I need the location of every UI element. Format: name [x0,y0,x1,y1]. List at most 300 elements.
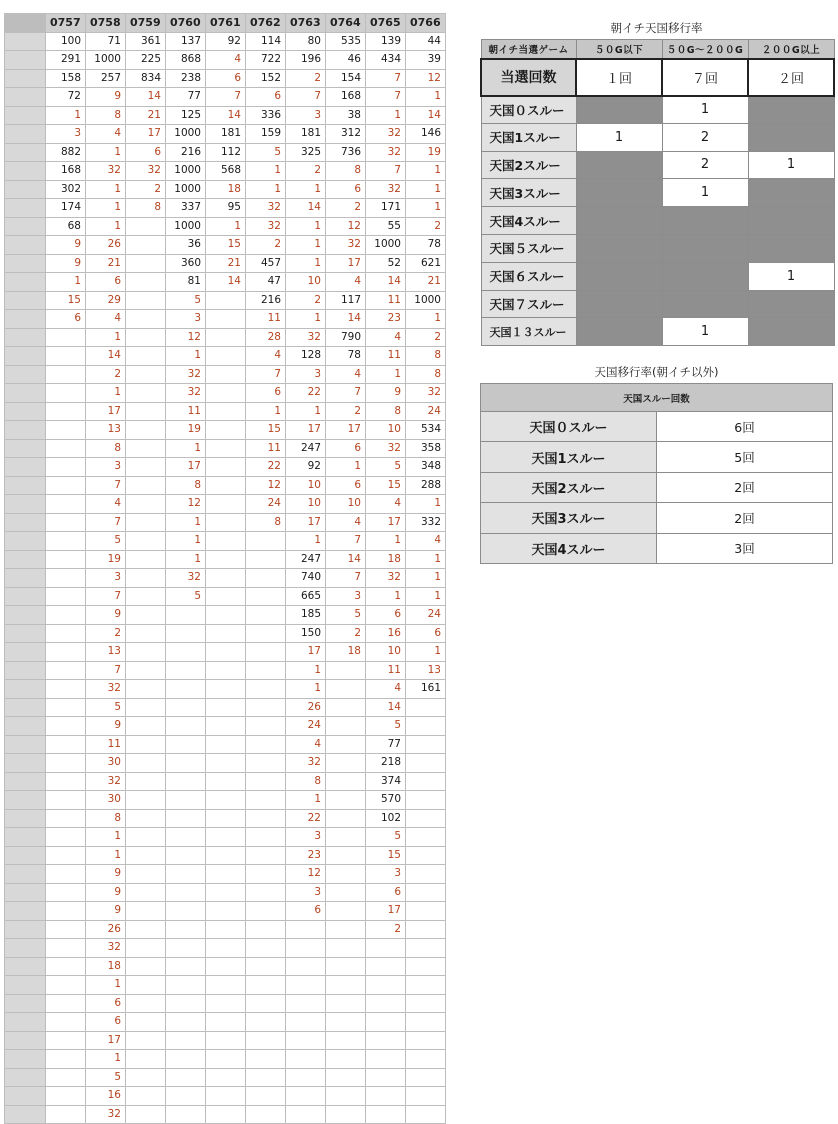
game-count-table [4,13,446,1124]
table-cell [46,1050,86,1069]
row-header [5,957,46,976]
table-cell [126,846,166,865]
table-cell: 1000 [366,236,406,255]
table-cell: 23 [366,310,406,329]
table-cell [246,828,286,847]
table-row [5,846,446,865]
table-cell: 7 [86,661,126,680]
table-cell [406,994,446,1013]
table-cell: 12 [406,69,446,88]
table-cell [46,347,86,366]
table-row [5,384,446,403]
table-cell: 5 [166,587,206,606]
table-cell [166,680,206,699]
table-cell [46,421,86,440]
table-cell: 32 [126,162,166,181]
table-cell: 11 [366,291,406,310]
table-cell [206,772,246,791]
table-cell: 1 [46,273,86,292]
table-cell [166,791,206,810]
table-row [5,809,446,828]
row-header [5,772,46,791]
row-header [5,550,46,569]
table-cell: 5 [366,717,406,736]
table-cell [206,661,246,680]
table-cell [126,495,166,514]
table-cell: 5 [86,1068,126,1087]
table-cell: 14 [286,199,326,218]
table-cell: 9 [86,865,126,884]
table-cell: 7 [326,532,366,551]
row-header [5,32,46,51]
row-header [5,920,46,939]
table-cell: 114 [246,32,286,51]
table-cell [206,754,246,773]
table-cell [406,717,446,736]
table-cell: 360 [166,254,206,273]
table-cell: 1 [166,347,206,366]
table-cell: 1000 [166,217,206,236]
table-cell: 68 [46,217,86,236]
table-cell: 14 [206,106,246,125]
table-cell [406,846,446,865]
table-cell: 77 [166,88,206,107]
row-header [5,402,46,421]
through-row [481,151,834,179]
table-cell [326,957,366,976]
table-cell: 38 [326,106,366,125]
table-cell [206,994,246,1013]
table-cell: 722 [246,51,286,70]
table-cell: 2 [246,236,286,255]
table-row [5,698,446,717]
column-header: 0762 [246,14,286,33]
row-header [5,883,46,902]
table-cell: 24 [246,495,286,514]
table-cell: 535 [326,32,366,51]
table-cell [166,920,206,939]
table-cell [406,735,446,754]
table-cell [126,476,166,495]
table-cell: 14 [366,698,406,717]
table-cell [246,587,286,606]
table-cell: 1 [286,661,326,680]
table-cell [246,754,286,773]
table-cell: 1 [166,513,206,532]
table-cell: 358 [406,439,446,458]
table-cell [286,920,326,939]
row-header [5,199,46,218]
through-value: 2 [662,123,748,151]
table-cell: 71 [86,32,126,51]
table-cell: 158 [46,69,86,88]
table-cell: 6 [326,476,366,495]
table-cell: 55 [366,217,406,236]
empty-cell [748,318,834,346]
table-cell [126,550,166,569]
table-row [5,550,446,569]
other-label: 天国1スルー [481,442,657,472]
table-cell: 24 [286,717,326,736]
table-cell: 6 [86,273,126,292]
table-cell: 1 [166,439,206,458]
table-cell: 161 [406,680,446,699]
row-header [5,717,46,736]
table-cell [46,994,86,1013]
table-cell: 1 [406,569,446,588]
table-cell: 4 [366,680,406,699]
table-cell: 291 [46,51,86,70]
table-cell: 247 [286,439,326,458]
table-cell: 3 [286,106,326,125]
empty-cell [576,207,662,235]
table-cell [206,1050,246,1069]
table-cell: 1 [286,180,326,199]
table-cell [366,939,406,958]
table-cell [166,661,206,680]
table-cell [206,587,246,606]
column-header: 0757 [46,14,86,33]
table-cell: 621 [406,254,446,273]
row-header [5,791,46,810]
table-cell [206,920,246,939]
other-row [481,442,833,472]
table-cell: 112 [206,143,246,162]
table-cell: 6 [286,902,326,921]
table-cell [126,513,166,532]
table-cell [326,846,366,865]
table-cell [166,994,206,1013]
table-cell: 216 [166,143,206,162]
table-cell [126,809,166,828]
table-cell: 10 [286,476,326,495]
row-header-corner [5,14,46,33]
table-cell: 36 [166,236,206,255]
table-cell [46,846,86,865]
row-header [5,846,46,865]
table-cell [206,976,246,995]
table-cell: 72 [46,88,86,107]
table-cell: 14 [86,347,126,366]
table-row [5,532,446,551]
table-cell: 2 [286,162,326,181]
table-cell: 92 [286,458,326,477]
table-cell [126,661,166,680]
table-cell [126,735,166,754]
table-cell [46,698,86,717]
table-cell: 434 [366,51,406,70]
table-cell [166,939,206,958]
table-row [5,310,446,329]
table-cell [46,883,86,902]
table-cell: 4 [326,365,366,384]
table-cell: 218 [366,754,406,773]
table-cell [286,976,326,995]
table-cell: 30 [86,754,126,773]
table-cell [326,902,366,921]
table-cell: 12 [246,476,286,495]
table-cell [206,883,246,902]
other-label: 天国3スルー [481,503,657,533]
table-cell: 348 [406,458,446,477]
table-cell [126,957,166,976]
table-cell [126,310,166,329]
table-cell: 1 [406,550,446,569]
table-cell: 8 [366,402,406,421]
table-cell [46,606,86,625]
table-cell: 52 [366,254,406,273]
table-cell: 17 [86,1031,126,1050]
row-header [5,680,46,699]
table-cell [246,791,286,810]
other-value: 5回 [657,442,833,472]
table-cell [326,828,366,847]
table-cell [406,828,446,847]
table-cell [46,458,86,477]
table-cell: 32 [246,199,286,218]
row-header [5,69,46,88]
table-cell [206,291,246,310]
row-header [5,384,46,403]
table-cell [46,365,86,384]
table-cell [206,513,246,532]
table-cell: 9 [46,254,86,273]
table-cell: 7 [86,476,126,495]
table-cell: 568 [206,162,246,181]
table-cell: 17 [286,513,326,532]
table-cell [166,1105,206,1124]
table-cell [126,976,166,995]
table-cell [46,384,86,403]
table-cell [46,772,86,791]
table-cell [206,384,246,403]
table-cell: 32 [366,125,406,144]
row-header [5,1031,46,1050]
table-cell [166,754,206,773]
table-cell: 4 [86,495,126,514]
row-header [5,143,46,162]
table-cell: 216 [246,291,286,310]
table-cell: 6 [206,69,246,88]
win-count-label: 当選回数 [481,59,576,96]
table-cell: 78 [326,347,366,366]
table-cell: 1 [406,643,446,662]
asaichi-title: 朝イチ天国移行率 [610,21,703,35]
row-header [5,1013,46,1032]
table-cell [406,772,446,791]
other-heaven-table [480,383,833,564]
through-label: 天国６スルー [481,262,576,290]
table-cell [326,735,366,754]
table-cell: 13 [406,661,446,680]
table-cell [246,809,286,828]
table-cell: 19 [166,421,206,440]
through-label: 天国１３スルー [481,318,576,346]
table-cell: 14 [126,88,166,107]
table-cell [126,254,166,273]
table-cell: 39 [406,51,446,70]
row-header [5,1105,46,1124]
table-cell: 17 [366,902,406,921]
table-cell: 32 [366,569,406,588]
table-cell: 5 [166,291,206,310]
table-cell [246,1068,286,1087]
table-cell: 1 [86,143,126,162]
table-cell [246,883,286,902]
table-cell: 1 [86,1050,126,1069]
table-cell: 8 [406,365,446,384]
table-cell: 17 [86,402,126,421]
column-header: 0759 [126,14,166,33]
table-cell [46,661,86,680]
table-cell [366,1068,406,1087]
table-cell: 6 [406,624,446,643]
table-cell [46,439,86,458]
table-cell [46,865,86,884]
table-cell [166,828,206,847]
table-cell [126,754,166,773]
table-cell: 7 [326,569,366,588]
table-cell [126,939,166,958]
table-cell [286,957,326,976]
table-cell: 6 [326,180,366,199]
table-cell [46,624,86,643]
table-cell [286,1050,326,1069]
table-cell [126,920,166,939]
table-cell: 168 [46,162,86,181]
table-row [5,661,446,680]
table-cell [246,532,286,551]
table-cell [246,550,286,569]
table-cell [246,976,286,995]
table-cell [46,402,86,421]
table-cell [246,846,286,865]
column-header: 0763 [286,14,326,33]
table-cell [406,1031,446,1050]
row-header [5,532,46,551]
table-cell: 325 [286,143,326,162]
table-cell [126,1087,166,1106]
table-cell: 6 [246,88,286,107]
table-cell [406,809,446,828]
empty-cell [576,290,662,318]
other-row [481,533,833,563]
table-cell: 11 [246,310,286,329]
table-cell: 12 [166,328,206,347]
table-cell: 1 [406,199,446,218]
table-cell: 7 [86,587,126,606]
row-header [5,106,46,125]
table-cell [326,698,366,717]
table-row [5,902,446,921]
table-cell: 6 [126,143,166,162]
through-row [481,179,834,207]
table-cell: 32 [366,439,406,458]
table-cell: 32 [86,162,126,181]
table-cell [406,1068,446,1087]
through-value: 1 [662,96,748,124]
table-cell [46,532,86,551]
table-cell: 7 [206,88,246,107]
row-header [5,236,46,255]
table-cell [246,1087,286,1106]
table-cell [246,735,286,754]
empty-cell [748,290,834,318]
table-cell: 32 [366,180,406,199]
table-row [5,1031,446,1050]
empty-cell [662,262,748,290]
table-cell [246,569,286,588]
table-cell: 6 [326,439,366,458]
table-cell: 5 [366,458,406,477]
table-cell: 457 [246,254,286,273]
header-row [5,14,446,33]
table-row [5,328,446,347]
table-cell: 1 [166,550,206,569]
table-cell [126,328,166,347]
table-cell [326,1050,366,1069]
table-cell [206,1087,246,1106]
table-cell: 6 [246,384,286,403]
table-cell: 26 [86,236,126,255]
asaichi-header-cell: ５０G〜２００G [662,40,748,59]
table-cell: 1 [286,791,326,810]
table-cell: 8 [86,809,126,828]
other-row [481,472,833,502]
table-cell: 1 [286,236,326,255]
table-cell: 9 [86,902,126,921]
table-cell: 32 [326,236,366,255]
table-cell: 6 [86,1013,126,1032]
table-cell: 11 [86,735,126,754]
table-cell [126,384,166,403]
win-count-value: ７回 [662,59,748,96]
table-row [5,347,446,366]
table-cell: 302 [46,180,86,199]
table-cell [46,1068,86,1087]
row-header [5,698,46,717]
table-row [5,939,446,958]
table-row [5,32,446,51]
through-label: 天国3スルー [481,179,576,207]
table-cell [206,328,246,347]
table-row [5,569,446,588]
table-cell [206,310,246,329]
table-cell [166,643,206,662]
table-cell [46,495,86,514]
table-cell [366,1031,406,1050]
empty-cell [576,96,662,124]
row-header [5,476,46,495]
row-header [5,939,46,958]
table-cell [286,1013,326,1032]
table-cell [46,754,86,773]
table-cell: 4 [246,347,286,366]
table-cell: 17 [126,125,166,144]
table-cell [246,920,286,939]
row-header [5,51,46,70]
table-cell [366,1050,406,1069]
table-cell [206,939,246,958]
row-header [5,273,46,292]
table-cell: 5 [366,828,406,847]
table-cell [166,809,206,828]
table-cell: 8 [86,439,126,458]
table-row [5,125,446,144]
table-cell [206,347,246,366]
asaichi-header-cell: ２００G以上 [748,40,834,59]
table-cell: 77 [366,735,406,754]
